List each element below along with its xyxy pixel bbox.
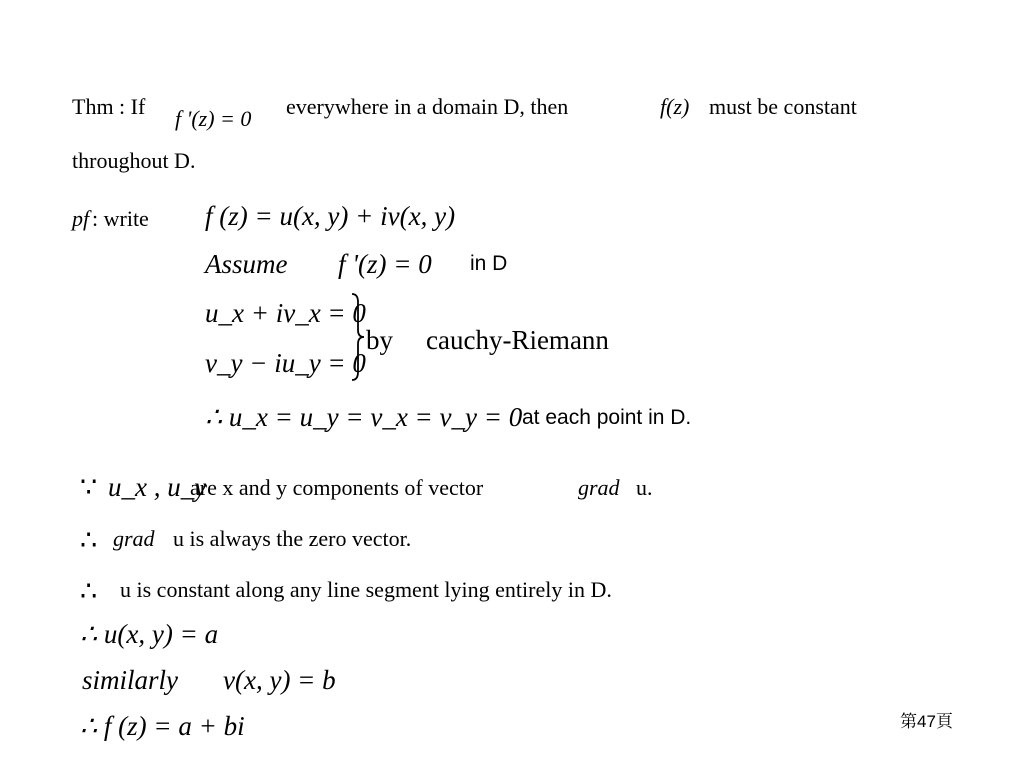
- proof-label: pf: [72, 206, 90, 231]
- because-symbol: ∵: [80, 472, 98, 502]
- system-eq1: u_x + iv_x = 0: [205, 298, 366, 328]
- similarly-word: similarly: [82, 665, 179, 695]
- theorem-suffix: must be constant: [709, 94, 857, 119]
- proof-write: : write: [92, 206, 149, 231]
- grad-word: grad: [113, 526, 155, 551]
- theorem-line2: throughout D.: [72, 148, 196, 173]
- assume-equation: f '(z) = 0: [338, 249, 432, 279]
- therefore-symbol-2: ∴: [80, 576, 98, 606]
- conclusion-equation: ∴ u_x = u_y = v_x = v_y = 0: [205, 402, 523, 432]
- right-brace-icon: [350, 292, 366, 382]
- theorem-middle-text: everywhere in a domain D, then: [286, 94, 569, 119]
- f-result: ∴ f (z) = a + bi: [80, 711, 245, 741]
- components-text-2: u.: [636, 475, 653, 500]
- page-number: 第47頁: [900, 712, 953, 731]
- system-by: by: [366, 325, 393, 355]
- therefore-symbol-1: ∴: [80, 525, 98, 555]
- decomposition-equation: f (z) = u(x, y) + iv(x, y): [205, 201, 456, 231]
- system-method: cauchy-Riemann: [426, 325, 609, 355]
- theorem-fz: f(z): [660, 94, 690, 119]
- components-symbols: u_x , u_y: [108, 472, 207, 502]
- components-grad: grad: [578, 475, 620, 500]
- theorem-condition: f '(z) = 0: [175, 106, 252, 131]
- v-result: v(x, y) = b: [223, 665, 336, 695]
- u-result: ∴ u(x, y) = a: [80, 619, 219, 649]
- assume-word: Assume: [205, 249, 288, 279]
- system-eq2: v_y − iu_y = 0: [205, 348, 366, 378]
- conclusion-text: at each point in D.: [522, 406, 692, 429]
- constant-text: u is constant along any line segment lying entirely in D.: [120, 577, 612, 602]
- components-text-1: are x and y components of vector: [190, 475, 484, 500]
- theorem-prefix: Thm : If: [72, 94, 146, 119]
- grad-zero-text: u is always the zero vector.: [173, 526, 412, 551]
- assume-suffix: in D: [470, 252, 508, 275]
